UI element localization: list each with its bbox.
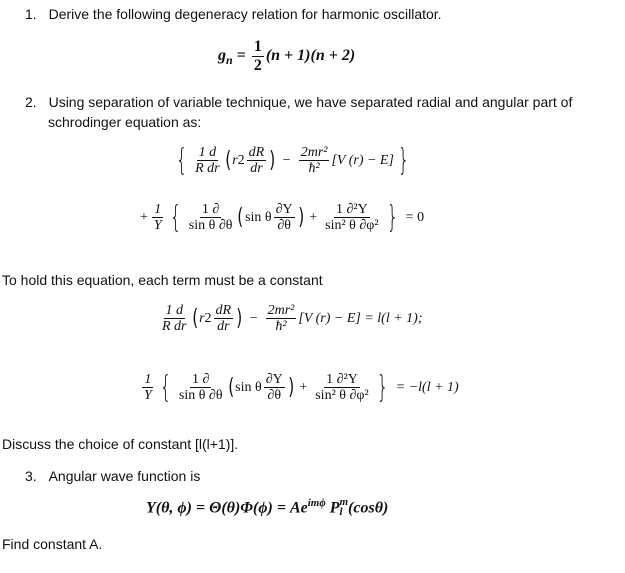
close-paren: ) [269,148,276,173]
eq2-frac3 [323,202,380,234]
q1-number: 1. [25,6,37,22]
eq4-frac0 [142,372,154,404]
eq1-r-sup: 2 [237,152,245,168]
eq2-frac2-num: ∂Y [275,201,293,217]
eq2-frac0-den: Y [153,218,162,233]
question-1 [25,6,442,22]
close-brace: } [397,143,410,178]
eq2-frac3-num: 1 ∂²Y [335,201,368,217]
open-paren: ( [224,148,231,173]
eq4-frac2 [264,372,285,404]
eq1-minus: − [282,152,291,168]
q2-number: 2. [25,94,37,110]
eq2-frac1-num: 1 ∂ [201,201,220,217]
eq4-frac0-den: Y [144,388,152,403]
open-paren: ( [191,306,198,332]
eq2-frac0-num: 1 [154,201,162,217]
eq-frac-num: 1 [253,38,262,55]
q1-text: Derive the following degeneracy relation for harmonic oscillator. [48,6,442,22]
eq4-frac1-den: sin θ ∂θ [178,388,223,403]
q2-text-line1: Using separation of variable technique, we have separated radial and angular part of [48,94,573,110]
eq1-bracket: [V (r) − E] [331,152,394,168]
eq2-equals-zero: = 0 [405,209,425,225]
eq4-sin: sin θ [235,379,262,395]
q3-number: 3. [25,468,37,484]
eq4-frac2-num: ∂Y [265,371,283,387]
angular-wave-function-equation [146,497,388,518]
q2-text-line2: schrodinger equation as: [48,114,202,130]
q3-argument: (cosθ) [348,499,389,517]
close-brace: } [386,200,398,235]
eq3-frac3 [266,303,297,335]
eq3-frac2-num: dR [215,303,232,318]
q3-legendre: P [325,499,340,517]
eq-equals: = [236,47,246,65]
eq4-plus: + [299,379,308,395]
open-brace: { [159,370,172,405]
close-paren: ) [297,205,304,230]
eq4-frac3-num: 1 ∂²Y [326,371,358,387]
eq3-frac1-num: 1 d [165,303,183,318]
eq4-frac1 [177,372,225,404]
q3-legendre-sub: l [339,506,343,519]
eq2-frac2-den: ∂θ [277,218,291,233]
open-paren: ( [227,375,234,400]
q3-legendre-sup: m [339,496,349,509]
eq-lhs-sub: n [226,52,233,67]
eq-fraction [252,38,264,74]
eq-frac-den: 2 [253,56,262,74]
eq1-frac2-den: dr [250,161,263,176]
eq4-frac3-den: sin² θ ∂φ² [315,388,369,403]
eq3-frac3-num: 2mr² [267,303,295,318]
angular-constant-equation [140,370,459,405]
question-2 [25,94,572,110]
radial-constant-equation [158,303,423,335]
q3-text: Angular wave function is [48,468,201,484]
eq1-frac3 [299,145,330,177]
open-brace: { [175,143,188,178]
hold-text: To hold this equation, each term must be a constant [2,272,323,288]
close-brace: } [376,370,388,405]
eq4-frac1-num: 1 ∂ [192,371,210,387]
eq2-frac3-den: sin² θ ∂φ² [325,218,379,233]
eq3-frac3-den: ħ² [275,319,287,335]
eq1-frac3-num: 2mr² [300,144,328,160]
q3-lhs: Y(θ, ϕ) = Θ(θ)Φ(ϕ) = Ae [146,499,308,517]
eq3-rhs: [V (r) − E] = l(l + 1); [298,310,423,326]
eq3-minus: − [249,310,258,326]
eq1-frac3-den: ħ² [308,161,320,176]
eq2-frac1 [187,202,235,234]
eq1-frac2 [247,145,267,177]
eq1-frac1-num: 1 d [198,144,217,160]
eq1-frac1-den: R dr [195,161,220,176]
close-paren: ) [288,375,295,400]
eq2-frac2 [274,202,295,234]
eq4-frac2-den: ∂θ [267,388,282,403]
open-brace: { [169,200,181,235]
eq3-frac2 [214,303,234,335]
eq1-frac2-num: dR [248,144,265,160]
eq2-sin: sin θ [245,209,272,225]
eq3-frac2-den: dr [217,319,230,335]
angular-equation [140,200,424,235]
eq3-r-sup: 2 [204,310,212,326]
eq1-frac1 [193,145,222,177]
discuss-text: Discuss the choice of constant [l(l+1)]. [2,436,239,452]
find-text: Find constant A. [2,536,103,552]
eq4-frac0-num: 1 [144,371,152,387]
eq3-r: r [199,310,205,326]
eq4-rhs: = −l(l + 1) [395,379,459,395]
eq2-plus: + [140,209,148,225]
eq2-frac0 [152,202,164,234]
eq-rhs: (n + 1)(n + 2) [265,47,356,65]
radial-equation [172,143,413,178]
open-paren: ( [237,205,244,230]
question-3 [25,468,200,484]
eq-lhs: g [218,47,226,65]
degeneracy-equation [218,38,355,74]
eq2-frac1-den: sin θ ∂θ [188,218,233,233]
eq3-frac1-den: R dr [162,319,187,335]
q3-exponent: imϕ [307,497,326,509]
eq3-frac1 [160,303,189,335]
eq1-r: r [232,152,238,168]
eq2-plus2: + [309,209,318,225]
close-paren: ) [236,306,243,332]
eq4-frac3 [313,372,370,404]
